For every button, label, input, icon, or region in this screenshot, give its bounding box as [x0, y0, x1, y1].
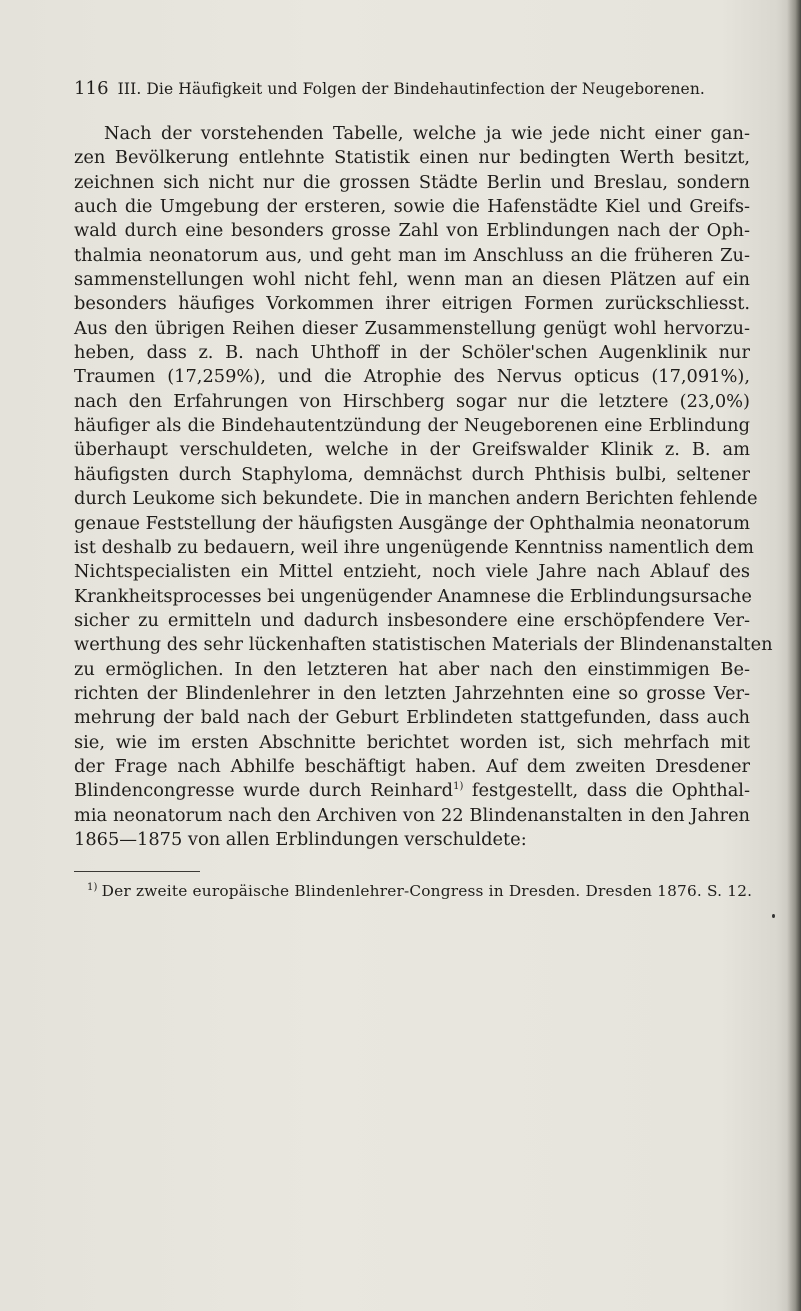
footnote — [87, 882, 767, 900]
text-line: werthung des sehr lückenhaften statistischen Materials der Blindenanstalten — [74, 634, 773, 656]
chapter-title: III. Die Häufigkeit und Folgen der Bindehautinfection der Neugeborenen. — [117, 80, 705, 98]
text-line: zen Bevölkerung entlehnte Statistik einen nur bedingten Werth besitzt, — [74, 147, 750, 169]
text-line: besonders häufiges Vorkommen ihrer eitrigen Formen zurückschliesst. — [74, 293, 750, 315]
text-line: durch Leukome sich bekundete. Die in manchen andern Berichten fehlende — [74, 488, 758, 510]
text-line: thalmia neonatorum aus, und geht man im Anschluss an die früheren Zu- — [74, 244, 750, 266]
text-fragment: festgestellt, dass die Ophthal- — [463, 780, 751, 802]
text-line: zeichnen sich nicht nur die grossen Städte Berlin und Breslau, sondern — [74, 171, 750, 193]
text-line: Krankheitsprocesses bei ungenügender Anamnese die Erblindungsursache — [74, 585, 752, 607]
text-line: 1865—1875 von allen Erblindungen verschuldete: — [74, 828, 527, 850]
text-line: sicher zu ermitteln und dadurch insbesondere eine erschöpfendere Ver- — [74, 609, 750, 631]
body-paragraph — [74, 122, 773, 852]
page-number: 116 — [74, 78, 109, 99]
text-line: nach den Erfahrungen von Hirschberg sogar nur die letztere (23,0%) — [74, 390, 750, 412]
text-line: Traumen (17,259%), und die Atrophie des Nervus opticus (17,091%), — [74, 366, 750, 388]
text-line: Nichtspecialisten ein Mittel entzieht, noch viele Jahre nach Ablauf des — [74, 561, 750, 583]
text-line: richten der Blindenlehrer in den letzten Jahrzehnten eine so grosse Ver- — [74, 682, 750, 704]
text-line: häufiger als die Bindehautentzündung der Neugeborenen eine Erblindung — [74, 415, 750, 437]
text-line: genaue Feststellung der häufigsten Ausgänge der Ophthalmia neonatorum — [74, 512, 750, 534]
text-line: sie, wie im ersten Abschnitte berichtet worden ist, sich mehrfach mit — [74, 731, 750, 753]
text-line: häufigsten durch Staphyloma, demnächst durch Phthisis bulbi, seltener — [74, 463, 750, 485]
footnote-marker: 1) — [87, 882, 98, 893]
text-line: Aus den übrigen Reihen dieser Zusammenstellung genügt wohl hervorzu- — [74, 317, 750, 339]
text-line: mehrung der bald nach der Geburt Erblindeten stattgefunden, dass auch — [74, 707, 750, 729]
running-head — [74, 78, 754, 99]
text-line: heben, dass z. B. nach Uhthoff in der Schöler'schen Augenklinik nur — [74, 342, 750, 364]
text-line: mia neonatorum nach den Archiven von 22 Blindenanstalten in den Jahren — [74, 804, 750, 826]
ink-speck — [772, 914, 775, 918]
text-fragment: Blindencongresse wurde durch Reinhard — [74, 780, 454, 802]
text-line: Nach der vorstehenden Tabelle, welche ja wie jede nicht einer gan- — [104, 123, 750, 144]
page-edge-shadow — [787, 0, 801, 1311]
text-line: überhaupt verschuldeten, welche in der Greifswalder Klinik z. B. am — [74, 439, 750, 461]
text-line-with-footnote-ref — [74, 779, 750, 803]
text-line: zu ermöglichen. In den letzteren hat aber nach den einstimmigen Be- — [74, 658, 750, 680]
text-line: ist deshalb zu bedauern, weil ihre ungenügende Kenntniss namentlich dem — [74, 536, 754, 558]
text-line: wald durch eine besonders grosse Zahl von Erblindungen nach der Oph- — [74, 220, 750, 242]
footnote-divider — [74, 871, 200, 872]
text-line: sammenstellungen wohl nicht fehl, wenn man an diesen Plätzen auf ein — [74, 269, 750, 291]
text-line: der Frage nach Abhilfe beschäftigt haben. Auf dem zweiten Dresdener — [74, 755, 750, 777]
footnote-text: Der zweite europäische Blindenlehrer-Congress in Dresden. Dresden 1876. S. 12. — [101, 882, 753, 900]
footnote-reference: 1) — [453, 781, 464, 793]
text-line: auch die Umgebung der ersteren, sowie die Hafenstädte Kiel und Greifs- — [74, 196, 750, 218]
